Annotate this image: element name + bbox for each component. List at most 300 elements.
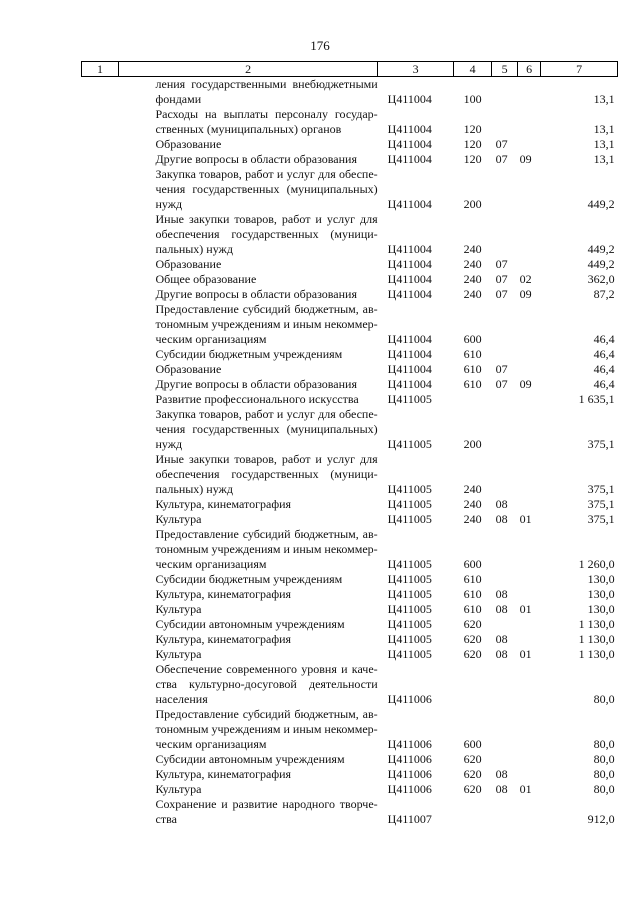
table-row [82, 512, 618, 527]
item-name-line: населения [155, 692, 208, 706]
item-name-cell [119, 407, 378, 452]
table-row [82, 602, 618, 617]
item-name-cell [119, 362, 378, 377]
item-name-cell [119, 392, 378, 407]
subsection-code: 09 [519, 287, 532, 301]
section-code: 07 [495, 362, 508, 376]
item-name-cell [119, 257, 378, 272]
target-article-code: Ц411004 [387, 242, 432, 256]
section-code [492, 797, 518, 827]
target-article-code: Ц411004 [387, 377, 432, 391]
item-name-cell [119, 212, 378, 257]
row-number-cell [82, 797, 119, 827]
amount: 46,4 [593, 362, 615, 376]
expense-type-code: 610 [463, 572, 482, 586]
row-number-cell [82, 257, 119, 272]
row-number-cell [82, 302, 119, 347]
expense-type-code: 610 [463, 362, 482, 376]
subsection-code [518, 767, 541, 782]
item-name-line: Сохранение и развитие народного творче- [155, 797, 378, 811]
row-number-cell [82, 632, 119, 647]
table-row [82, 647, 618, 662]
section-code: 08 [495, 767, 508, 781]
subsection-code [518, 407, 541, 452]
section-code: 07 [495, 257, 508, 271]
item-name-cell [119, 512, 378, 527]
table-row [82, 167, 618, 212]
table-body [82, 77, 618, 828]
amount: 80,0 [593, 737, 615, 751]
subsection-code: 09 [519, 152, 532, 166]
item-name-line: Развитие профессионального искусства [155, 392, 359, 406]
table-row [82, 497, 618, 512]
table-row [82, 152, 618, 167]
section-code: 08 [495, 647, 508, 661]
section-code [492, 452, 518, 497]
item-name-line: пальных) нужд [155, 482, 233, 496]
column-number-row [82, 62, 618, 77]
amount: 80,0 [593, 767, 615, 781]
expense-type-code: 240 [463, 287, 482, 301]
expense-type-code: 610 [463, 602, 482, 616]
table-row [82, 362, 618, 377]
table-row [82, 302, 618, 347]
amount: 13,1 [593, 122, 615, 136]
section-code: 08 [495, 512, 508, 526]
item-name-line: тономным учреждениям и иным некоммер- [155, 542, 378, 556]
expense-type-code: 620 [463, 647, 482, 661]
row-number-cell [82, 647, 119, 662]
amount: 1 130,0 [578, 647, 615, 661]
amount: 449,2 [587, 257, 615, 271]
item-name-cell [119, 152, 378, 167]
subsection-code [518, 707, 541, 752]
amount: 1 260,0 [578, 557, 615, 571]
item-name-cell [119, 767, 378, 782]
item-name-line: Другие вопросы в области образования [155, 152, 357, 166]
table-row [82, 407, 618, 452]
target-article-code: Ц411004 [387, 257, 432, 271]
item-name-line: Образование [155, 137, 222, 151]
subsection-code [518, 302, 541, 347]
amount: 46,4 [593, 332, 615, 346]
item-name-line: ческим организациям [155, 737, 267, 751]
section-code [492, 752, 518, 767]
row-number-cell [82, 167, 119, 212]
section-code: 07 [495, 152, 508, 166]
column-header-1: 1 [82, 62, 119, 77]
column-header-4: 4 [454, 62, 492, 77]
row-number-cell [82, 407, 119, 452]
amount: 375,1 [587, 497, 615, 511]
expense-type-code: 620 [463, 752, 482, 766]
column-header-7: 7 [541, 62, 618, 77]
amount: 46,4 [593, 347, 615, 361]
subsection-code [518, 77, 541, 108]
section-code: 07 [495, 287, 508, 301]
target-article-code: Ц411004 [387, 92, 432, 106]
expense-type-code: 610 [463, 587, 482, 601]
subsection-code [518, 527, 541, 572]
row-number-cell [82, 527, 119, 572]
amount: 87,2 [593, 287, 615, 301]
target-article-code: Ц411007 [387, 812, 432, 826]
target-article-code: Ц411004 [387, 347, 432, 361]
section-code [492, 617, 518, 632]
amount: 912,0 [587, 812, 615, 826]
subsection-code: 01 [519, 647, 532, 661]
table-row [82, 632, 618, 647]
section-code: 08 [495, 782, 508, 796]
section-code [492, 302, 518, 347]
item-name-line: обеспечения государственных (муници- [155, 227, 378, 241]
target-article-code: Ц411005 [387, 647, 432, 661]
item-name-line: ления государственными внебюджетными [155, 77, 378, 91]
expense-type-code: 610 [463, 347, 482, 361]
amount: 46,4 [593, 377, 615, 391]
amount: 1 130,0 [578, 632, 615, 646]
table-row [82, 272, 618, 287]
expense-type-code [454, 392, 492, 407]
subsection-code [518, 752, 541, 767]
subsection-code [518, 107, 541, 137]
row-number-cell [82, 362, 119, 377]
target-article-code: Ц411006 [387, 767, 432, 781]
table-row [82, 77, 618, 108]
target-article-code: Ц411005 [387, 482, 432, 496]
column-header-5: 5 [492, 62, 518, 77]
amount: 1 635,1 [578, 392, 615, 406]
table-row [82, 767, 618, 782]
subsection-code [518, 167, 541, 212]
item-name-line: ства [155, 812, 177, 826]
expense-type-code: 610 [463, 377, 482, 391]
subsection-code: 09 [519, 377, 532, 391]
item-name-line: фондами [155, 92, 202, 106]
subsection-code [518, 137, 541, 152]
item-name-line: Другие вопросы в области образования [155, 377, 357, 391]
target-article-code: Ц411005 [387, 587, 432, 601]
target-article-code: Ц411005 [387, 572, 432, 586]
item-name-line: обеспечения государственных (муници- [155, 467, 378, 481]
target-article-code: Ц411006 [387, 752, 432, 766]
expense-type-code: 120 [463, 152, 482, 166]
item-name-line: Закупка товаров, работ и услуг для обеспе- [155, 407, 378, 421]
table-row [82, 257, 618, 272]
row-number-cell [82, 662, 119, 707]
row-number-cell [82, 152, 119, 167]
item-name-line: Культура, кинематография [155, 767, 292, 781]
item-name-line: Субсидии автономным учреждениям [155, 752, 345, 766]
item-name-cell [119, 452, 378, 497]
page-number: 176 [310, 38, 330, 53]
item-name-line: пальных) нужд [155, 242, 233, 256]
row-number-cell [82, 212, 119, 257]
item-name-line: Культура, кинематография [155, 587, 292, 601]
table-row [82, 587, 618, 602]
table-row [82, 797, 618, 827]
subsection-code [518, 632, 541, 647]
target-article-code: Ц411005 [387, 632, 432, 646]
item-name-cell [119, 617, 378, 632]
section-code [492, 707, 518, 752]
item-name-line: Закупка товаров, работ и услуг для обеспе- [155, 167, 378, 181]
amount: 80,0 [593, 782, 615, 796]
item-name-cell [119, 497, 378, 512]
row-number-cell [82, 752, 119, 767]
row-number-cell [82, 137, 119, 152]
column-header-3: 3 [378, 62, 454, 77]
target-article-code: Ц411006 [387, 782, 432, 796]
section-code [492, 107, 518, 137]
item-name-cell [119, 167, 378, 212]
subsection-code: 01 [519, 782, 532, 796]
row-number-cell [82, 452, 119, 497]
subsection-code [518, 572, 541, 587]
item-name-cell [119, 77, 378, 108]
subsection-code [518, 797, 541, 827]
item-name-line: Образование [155, 362, 222, 376]
row-number-cell [82, 287, 119, 302]
item-name-line: ственных (муниципальных) органов [155, 122, 342, 136]
amount: 362,0 [587, 272, 615, 286]
item-name-line: тономным учреждениям и иным некоммер- [155, 317, 378, 331]
section-code: 07 [495, 377, 508, 391]
amount: 375,1 [587, 482, 615, 496]
target-article-code: Ц411004 [387, 287, 432, 301]
item-name-line: тономным учреждениям и иным некоммер- [155, 722, 378, 736]
target-article-code: Ц411005 [387, 497, 432, 511]
item-name-line: Другие вопросы в области образования [155, 287, 357, 301]
table-row [82, 137, 618, 152]
target-article-code: Ц411005 [387, 602, 432, 616]
subsection-code [518, 212, 541, 257]
table-row [82, 527, 618, 572]
table-row [82, 392, 618, 407]
subsection-code [518, 587, 541, 602]
target-article-code: Ц411005 [387, 437, 432, 451]
table-row [82, 662, 618, 707]
section-code [492, 167, 518, 212]
expense-type-code: 620 [463, 632, 482, 646]
item-name-line: Расходы на выплаты персоналу государ- [155, 107, 378, 121]
target-article-code: Ц411004 [387, 362, 432, 376]
item-name-line: Субсидии бюджетным учреждениям [155, 347, 343, 361]
row-number-cell [82, 572, 119, 587]
expense-type-code: 200 [463, 437, 482, 451]
row-number-cell [82, 602, 119, 617]
amount: 449,2 [587, 197, 615, 211]
subsection-code [518, 392, 541, 407]
section-code: 08 [495, 497, 508, 511]
target-article-code: Ц411005 [387, 557, 432, 571]
item-name-line: нужд [155, 437, 183, 451]
expense-type-code: 600 [463, 737, 482, 751]
item-name-cell [119, 782, 378, 797]
expense-type-code: 240 [463, 512, 482, 526]
table-header [82, 62, 618, 77]
section-code [492, 527, 518, 572]
section-code [492, 392, 518, 407]
item-name-cell [119, 137, 378, 152]
expense-type-code: 620 [463, 767, 482, 781]
item-name-line: Обеспечение современного уровня и каче- [155, 662, 378, 676]
section-code [492, 77, 518, 108]
target-article-code: Ц411004 [387, 152, 432, 166]
item-name-line: Культура [155, 782, 202, 796]
target-article-code: Ц411005 [387, 512, 432, 526]
item-name-cell [119, 587, 378, 602]
amount: 130,0 [587, 572, 615, 586]
row-number-cell [82, 392, 119, 407]
amount: 80,0 [593, 692, 615, 706]
row-number-cell [82, 377, 119, 392]
item-name-line: Общее образование [155, 272, 257, 286]
amount: 130,0 [587, 587, 615, 601]
subsection-code [518, 257, 541, 272]
subsection-code [518, 617, 541, 632]
section-code: 07 [495, 137, 508, 151]
amount: 13,1 [593, 137, 615, 151]
expense-type-code: 120 [463, 122, 482, 136]
target-article-code: Ц411005 [387, 392, 432, 406]
item-name-line: Культура [155, 602, 202, 616]
table-row [82, 452, 618, 497]
section-code: 08 [495, 632, 508, 646]
item-name-cell [119, 302, 378, 347]
item-name-line: Предоставление субсидий бюджетным, ав- [155, 707, 378, 721]
row-number-cell [82, 587, 119, 602]
item-name-cell [119, 602, 378, 617]
subsection-code [518, 662, 541, 707]
section-code [492, 662, 518, 707]
item-name-line: ства культурно-досуговой деятельности [155, 677, 378, 691]
expense-type-code: 100 [463, 92, 482, 106]
subsection-code [518, 497, 541, 512]
table-row [82, 287, 618, 302]
subsection-code: 01 [519, 512, 532, 526]
amount: 375,1 [587, 512, 615, 526]
table-row [82, 752, 618, 767]
section-code: 08 [495, 602, 508, 616]
table-row [82, 212, 618, 257]
item-name-line: Субсидии автономным учреждениям [155, 617, 345, 631]
row-number-cell [82, 707, 119, 752]
item-name-cell [119, 347, 378, 362]
item-name-line: Предоставление субсидий бюджетным, ав- [155, 527, 378, 541]
row-number-cell [82, 77, 119, 108]
item-name-cell [119, 662, 378, 707]
target-article-code: Ц411004 [387, 122, 432, 136]
row-number-cell [82, 107, 119, 137]
expense-type-code: 600 [463, 332, 482, 346]
item-name-cell [119, 272, 378, 287]
expense-type-code: 600 [463, 557, 482, 571]
target-article-code: Ц411004 [387, 272, 432, 286]
expense-type-code: 240 [463, 242, 482, 256]
target-article-code: Ц411005 [387, 617, 432, 631]
item-name-line: Субсидии бюджетным учреждениям [155, 572, 343, 586]
table-row [82, 707, 618, 752]
section-code [492, 407, 518, 452]
target-article-code: Ц411004 [387, 197, 432, 211]
subsection-code [518, 362, 541, 377]
item-name-line: Культура, кинематография [155, 632, 292, 646]
section-code [492, 347, 518, 362]
expense-type-code: 240 [463, 272, 482, 286]
item-name-line: Культура [155, 512, 202, 526]
item-name-line: Культура, кинематография [155, 497, 292, 511]
table-row [82, 107, 618, 137]
item-name-cell [119, 377, 378, 392]
item-name-cell [119, 632, 378, 647]
item-name-line: ческим организациям [155, 332, 267, 346]
subsection-code: 02 [519, 272, 532, 286]
row-number-cell [82, 782, 119, 797]
row-number-cell [82, 347, 119, 362]
item-name-line: Иные закупки товаров, работ и услуг для [155, 212, 378, 226]
target-article-code: Ц411004 [387, 137, 432, 151]
expense-type-code: 240 [463, 497, 482, 511]
table-row [82, 782, 618, 797]
expense-type-code [454, 662, 492, 707]
target-article-code: Ц411006 [387, 692, 432, 706]
item-name-line: чения государственных (муниципальных) [155, 422, 378, 436]
item-name-cell [119, 107, 378, 137]
item-name-cell [119, 797, 378, 827]
expense-type-code: 240 [463, 482, 482, 496]
item-name-cell [119, 287, 378, 302]
row-number-cell [82, 617, 119, 632]
target-article-code: Ц411006 [387, 737, 432, 751]
expense-type-code: 200 [463, 197, 482, 211]
expense-type-code: 120 [463, 137, 482, 151]
item-name-line: Иные закупки товаров, работ и услуг для [155, 452, 378, 466]
column-header-2: 2 [119, 62, 378, 77]
item-name-line: Образование [155, 257, 222, 271]
expense-type-code [454, 797, 492, 827]
item-name-cell [119, 572, 378, 587]
item-name-line: ческим организациям [155, 557, 267, 571]
item-name-line: чения государственных (муниципальных) [155, 182, 378, 196]
section-code [492, 212, 518, 257]
item-name-line: нужд [155, 197, 183, 211]
amount: 80,0 [593, 752, 615, 766]
expense-type-code: 240 [463, 257, 482, 271]
section-code: 08 [495, 587, 508, 601]
target-article-code: Ц411004 [387, 332, 432, 346]
budget-table [81, 61, 618, 827]
amount: 13,1 [593, 152, 615, 166]
section-code: 07 [495, 272, 508, 286]
subsection-code [518, 452, 541, 497]
item-name-line: Культура [155, 647, 202, 661]
subsection-code [518, 347, 541, 362]
subsection-code: 01 [519, 602, 532, 616]
section-code [492, 572, 518, 587]
table-row [82, 377, 618, 392]
expense-type-code: 620 [463, 617, 482, 631]
table-row [82, 347, 618, 362]
item-name-line: Предоставление субсидий бюджетным, ав- [155, 302, 378, 316]
item-name-cell [119, 707, 378, 752]
row-number-cell [82, 767, 119, 782]
table-row [82, 617, 618, 632]
amount: 1 130,0 [578, 617, 615, 631]
column-header-6: 6 [518, 62, 541, 77]
row-number-cell [82, 497, 119, 512]
expense-type-code: 620 [463, 782, 482, 796]
